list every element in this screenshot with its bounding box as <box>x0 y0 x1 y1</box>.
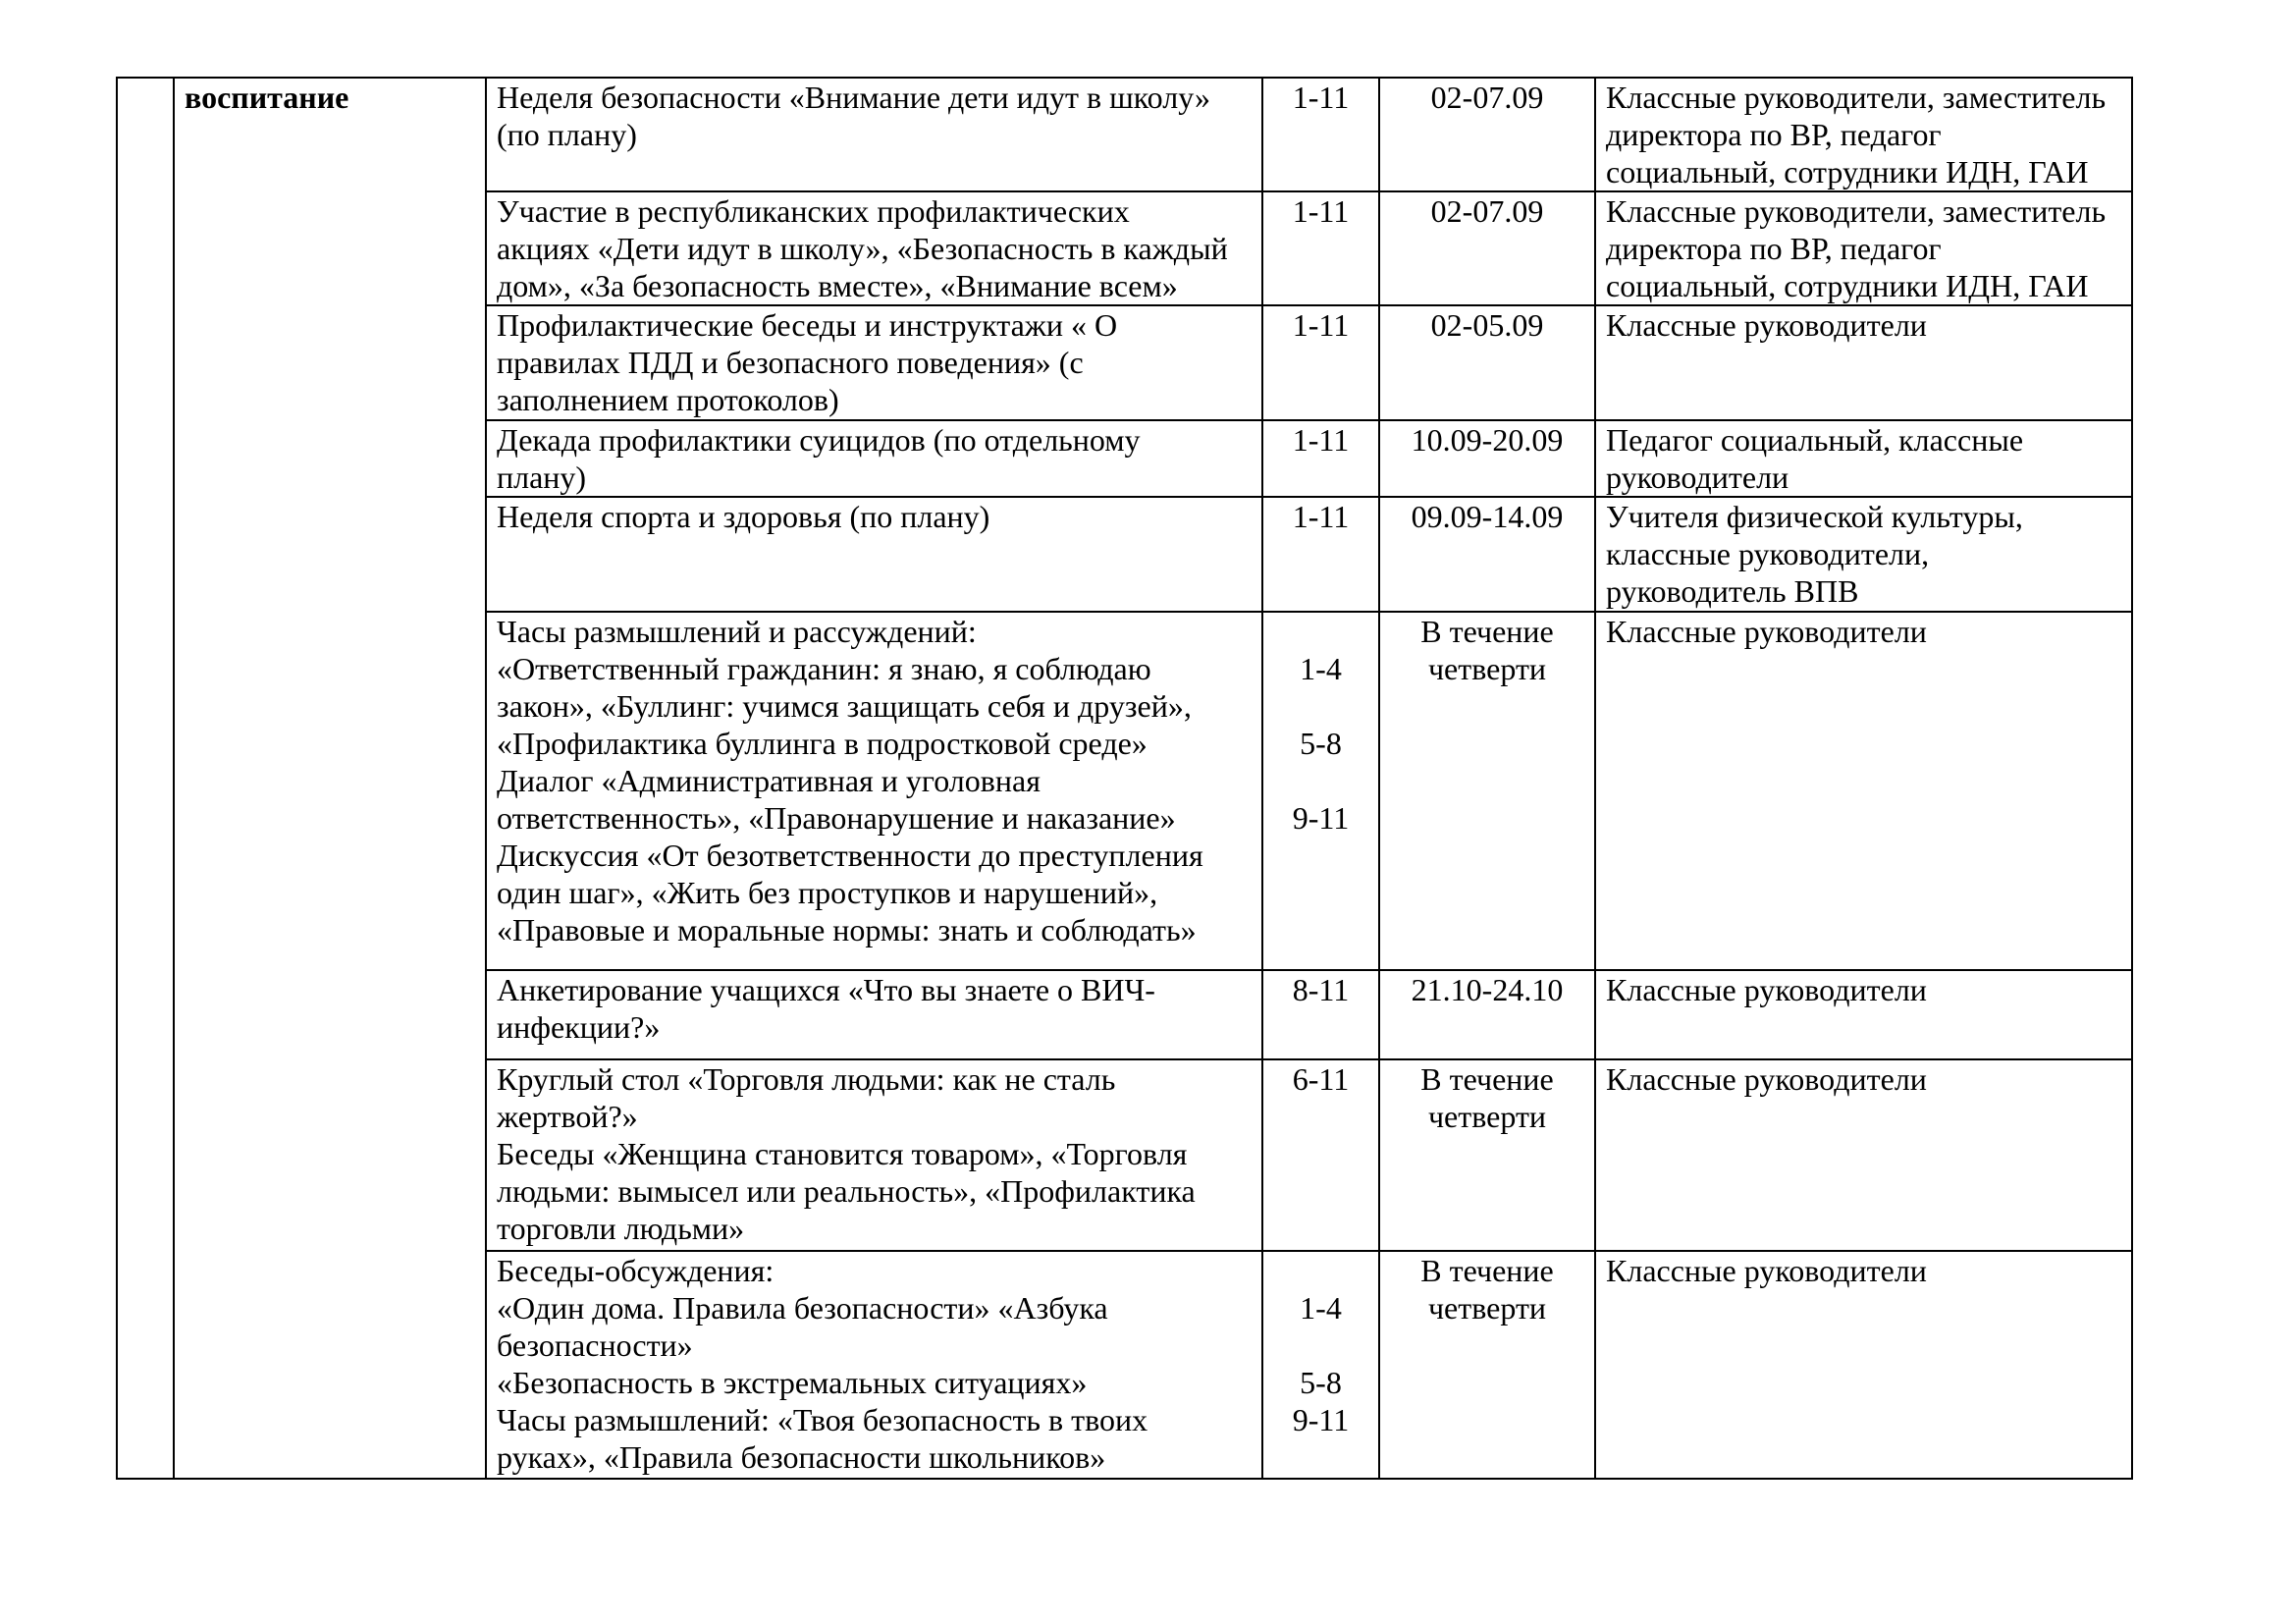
date-cell <box>1379 970 1595 1059</box>
grade-cell-line: 1-11 <box>1292 307 1350 343</box>
event-cell-line: руках», «Правила безопасности школьников» <box>497 1439 1106 1475</box>
event-cell-line: Круглый стол «Торговля людьми: как не сталь <box>497 1061 1116 1097</box>
grade-cell-line: 5-8 <box>1300 1365 1342 1400</box>
event-cell-line: Неделя спорта и здоровья (по плану) <box>497 499 990 534</box>
responsible-cell <box>1595 191 2132 305</box>
event-cell <box>486 420 1262 497</box>
event-cell-line: один шаг», «Жить без проступков и нарушений», <box>497 875 1158 910</box>
event-cell-line: Дискуссия «От безответственности до преступления <box>497 838 1203 873</box>
grade-cell-line <box>1273 613 1368 650</box>
number-cell <box>117 78 174 1479</box>
grade-cell <box>1262 191 1379 305</box>
responsible-cell-line: руководители <box>1606 460 1789 495</box>
grade-cell <box>1262 305 1379 420</box>
date-cell <box>1379 612 1595 970</box>
event-cell-line: «Один дома. Правила безопасности» «Азбука <box>497 1290 1108 1326</box>
grade-cell <box>1262 970 1379 1059</box>
responsible-cell-line: Классные руководители <box>1606 972 1927 1007</box>
event-cell-line: людьми: вымысел или реальность», «Профилактика <box>497 1173 1196 1209</box>
grade-cell-line: 5-8 <box>1300 726 1342 761</box>
event-cell-line: дом», «За безопасность вместе», «Внимание всем» <box>497 268 1178 303</box>
event-cell <box>486 612 1262 970</box>
responsible-cell <box>1595 1251 2132 1479</box>
responsible-cell-line: директора по ВР, педагог <box>1606 117 1942 152</box>
event-cell <box>486 78 1262 191</box>
responsible-cell <box>1595 305 2132 420</box>
table-row <box>117 78 2132 191</box>
date-cell <box>1379 420 1595 497</box>
direction-label: воспитание <box>185 80 349 115</box>
direction-cell <box>174 78 486 1479</box>
date-cell-line: 02-05.09 <box>1430 307 1544 343</box>
responsible-cell-line: социальный, сотрудники ИДН, ГАИ <box>1606 154 2089 189</box>
grade-cell-line: 6-11 <box>1292 1061 1350 1097</box>
grade-cell <box>1262 612 1379 970</box>
responsible-cell-line: Классные руководители <box>1606 614 1927 649</box>
event-cell-line: закон», «Буллинг: учимся защищать себя и друзей», <box>497 688 1192 724</box>
grade-cell-line <box>1273 687 1368 725</box>
grade-cell <box>1262 1251 1379 1479</box>
responsible-cell <box>1595 1059 2132 1251</box>
date-cell-line: четверти <box>1427 1290 1547 1326</box>
grade-cell-line <box>1273 1252 1368 1289</box>
event-cell-line: «Правовые и моральные нормы: знать и соблюдать» <box>497 912 1197 947</box>
date-cell-line: В течение <box>1420 1253 1554 1288</box>
event-cell-line: Участие в республиканских профилактических <box>497 193 1130 229</box>
event-cell-line: Анкетирование учащихся «Что вы знаете о ВИЧ- <box>497 972 1155 1007</box>
responsible-cell-line: Классные руководители, заместитель <box>1606 80 2107 115</box>
grade-cell <box>1262 420 1379 497</box>
event-cell-line: Беседы «Женщина становится товаром», «Торговля <box>497 1136 1188 1171</box>
responsible-cell <box>1595 612 2132 970</box>
date-cell-line: 10.09-20.09 <box>1411 422 1564 458</box>
date-cell-line: 02-07.09 <box>1430 193 1544 229</box>
event-cell-line: «Профилактика буллинга в подростковой среде» <box>497 726 1148 761</box>
date-cell <box>1379 1059 1595 1251</box>
event-cell-line: Декада профилактики суицидов (по отдельному <box>497 422 1141 458</box>
grade-cell <box>1262 497 1379 612</box>
event-cell-line: жертвой?» <box>497 1099 638 1134</box>
grade-cell-line: 1-11 <box>1292 80 1350 115</box>
grade-cell <box>1262 78 1379 191</box>
event-cell-line: безопасности» <box>497 1327 693 1363</box>
event-cell <box>486 497 1262 612</box>
date-cell <box>1379 497 1595 612</box>
grade-cell-line <box>1273 762 1368 799</box>
event-cell-line: ответственность», «Правонарушение и наказание» <box>497 800 1176 836</box>
event-cell-line: Беседы-обсуждения: <box>497 1253 774 1288</box>
event-cell-line: торговли людьми» <box>497 1211 745 1246</box>
event-cell-line: правилах ПДД и безопасного поведения» (с <box>497 345 1084 380</box>
responsible-cell <box>1595 420 2132 497</box>
grade-cell-line: 9-11 <box>1292 1402 1350 1437</box>
event-cell <box>486 305 1262 420</box>
event-cell-line: Профилактические беседы и инструктажи « О <box>497 307 1118 343</box>
date-cell <box>1379 78 1595 191</box>
date-cell-line: четверти <box>1427 1099 1547 1134</box>
grade-cell-line: 1-11 <box>1292 193 1350 229</box>
event-cell-line: заполнением протоколов) <box>497 382 839 417</box>
responsible-cell <box>1595 497 2132 612</box>
event-cell-line: плану) <box>497 460 587 495</box>
date-cell-line: четверти <box>1427 651 1547 686</box>
event-cell-line: «Ответственный гражданин: я знаю, я соблюдаю <box>497 651 1151 686</box>
event-cell <box>486 1059 1262 1251</box>
responsible-cell-line: директора по ВР, педагог <box>1606 231 1942 266</box>
date-cell-line: В течение <box>1420 614 1554 649</box>
grade-cell-line: 1-4 <box>1300 651 1342 686</box>
responsible-cell <box>1595 970 2132 1059</box>
grade-cell-line: 1-4 <box>1300 1290 1342 1326</box>
grade-cell-line: 1-11 <box>1292 422 1350 458</box>
responsible-cell-line: Классные руководители <box>1606 1253 1927 1288</box>
event-cell-line: Диалог «Административная и уголовная <box>497 763 1041 798</box>
event-cell <box>486 970 1262 1059</box>
responsible-cell-line: классные руководители, <box>1606 536 1930 571</box>
responsible-cell <box>1595 78 2132 191</box>
responsible-cell-line: Педагог социальный, классные <box>1606 422 2024 458</box>
event-cell-line: акциях «Дети идут в школу», «Безопасность в каждый <box>497 231 1228 266</box>
event-cell <box>486 1251 1262 1479</box>
grade-cell-line <box>1273 1326 1368 1364</box>
date-cell <box>1379 1251 1595 1479</box>
grade-cell-line: 9-11 <box>1292 800 1350 836</box>
event-cell-line: инфекции?» <box>497 1009 661 1045</box>
date-cell-line: В течение <box>1420 1061 1554 1097</box>
date-cell-line: 21.10-24.10 <box>1411 972 1564 1007</box>
plan-table <box>116 77 2133 1480</box>
responsible-cell-line: Учителя физической культуры, <box>1606 499 2023 534</box>
plan-table-body <box>117 78 2132 1479</box>
grade-cell-line: 1-11 <box>1292 499 1350 534</box>
event-cell-line: «Безопасность в экстремальных ситуациях» <box>497 1365 1088 1400</box>
date-cell <box>1379 191 1595 305</box>
responsible-cell-line: руководитель ВПВ <box>1606 573 1859 609</box>
event-cell-line: Часы размышлений и рассуждений: <box>497 614 977 649</box>
responsible-cell-line: Классные руководители <box>1606 307 1927 343</box>
event-cell-line: (по плану) <box>497 117 637 152</box>
responsible-cell-line: Классные руководители <box>1606 1061 1927 1097</box>
event-cell-line: Неделя безопасности «Внимание дети идут в школу» <box>497 80 1211 115</box>
date-cell <box>1379 305 1595 420</box>
grade-cell-line: 8-11 <box>1292 972 1350 1007</box>
grade-cell <box>1262 1059 1379 1251</box>
responsible-cell-line: социальный, сотрудники ИДН, ГАИ <box>1606 268 2089 303</box>
event-cell <box>486 191 1262 305</box>
date-cell-line: 02-07.09 <box>1430 80 1544 115</box>
event-cell-line: Часы размышлений: «Твоя безопасность в твоих <box>497 1402 1148 1437</box>
date-cell-line: 09.09-14.09 <box>1411 499 1564 534</box>
responsible-cell-line: Классные руководители, заместитель <box>1606 193 2107 229</box>
